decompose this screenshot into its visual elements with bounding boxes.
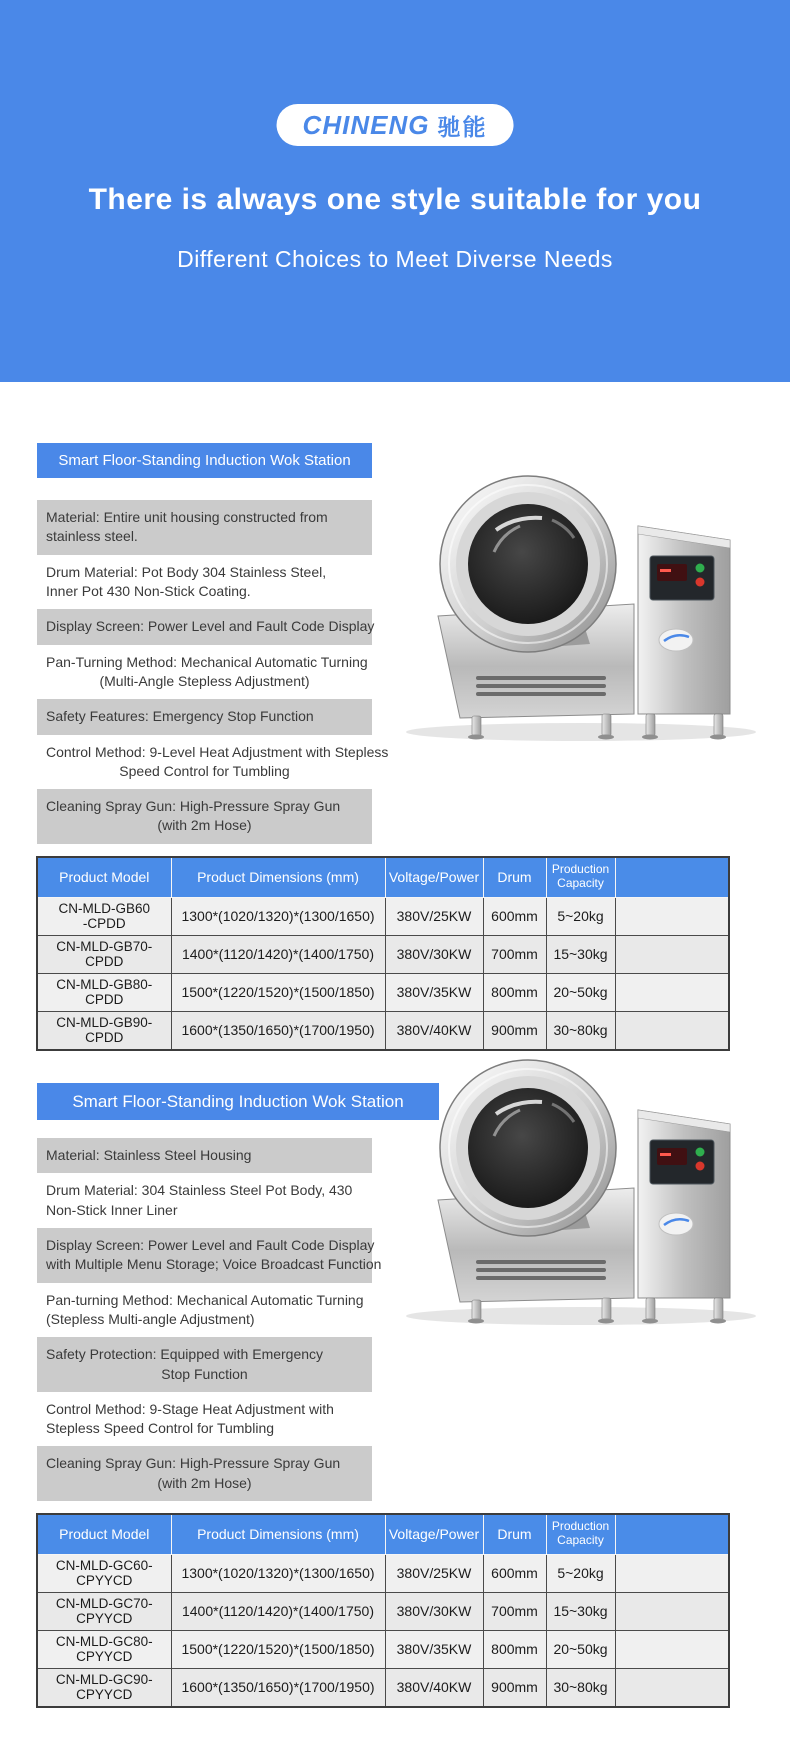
cell-empty <box>615 1630 729 1668</box>
col-product-model: Product Model <box>37 1514 171 1554</box>
feature-pan-turning <box>37 645 372 700</box>
cell-model: CN-MLD-GB60 -CPDD <box>37 897 171 935</box>
col-voltage-power: Voltage/Power <box>385 857 483 897</box>
cell-model: CN-MLD-GC60- CPYYCD <box>37 1554 171 1592</box>
cell-capacity: 5~20kg <box>546 897 615 935</box>
cell-drum: 900mm <box>483 1668 546 1707</box>
cell-power: 380V/40KW <box>385 1011 483 1050</box>
cell-drum: 700mm <box>483 1592 546 1630</box>
table-row <box>37 1592 729 1630</box>
cell-dimensions: 1600*(1350/1650)*(1700/1950) <box>171 1011 385 1050</box>
feature-line: Control Method: 9-Level Heat Adjustment with Stepless <box>46 743 389 760</box>
table-header-row <box>37 1514 729 1554</box>
table-row <box>37 1554 729 1592</box>
feature-line: Safety Features: Emergency Stop Function <box>46 708 314 725</box>
feature-line: stainless steel. <box>46 528 138 545</box>
cell-empty <box>615 935 729 973</box>
feature-line: Display Screen: Power Level and Fault Code Display <box>46 618 375 635</box>
brand-logo-chinese: 驰能 <box>437 113 488 140</box>
feature-line: Stop Function <box>161 1365 248 1382</box>
feature-line: Pan-turning Method: Mechanical Automatic Turning <box>46 1291 364 1308</box>
col-production-capacity: Production Capacity <box>546 857 615 897</box>
cell-dimensions: 1500*(1220/1520)*(1500/1850) <box>171 1630 385 1668</box>
cell-capacity: 30~80kg <box>546 1668 615 1707</box>
feature-line: (with 2m Hose) <box>157 817 252 834</box>
feature-line: Cleaning Spray Gun: High-Pressure Spray Gun <box>46 798 341 815</box>
cell-model: CN-MLD-GC70- CPYYCD <box>37 1592 171 1630</box>
cell-power: 380V/40KW <box>385 1668 483 1707</box>
feature-safety <box>37 699 372 734</box>
cell-power: 380V/35KW <box>385 1630 483 1668</box>
feature-display-screen <box>37 1228 382 1283</box>
feature-line: Cleaning Spray Gun: High-Pressure Spray Gun <box>46 1455 341 1472</box>
feature-line: Drum Material: Pot Body 304 Stainless Steel, <box>46 563 327 580</box>
cell-model: CN-MLD-GC80- CPYYCD <box>37 1630 171 1668</box>
feature-material <box>37 500 372 555</box>
cell-capacity: 30~80kg <box>546 1011 615 1050</box>
cell-empty <box>615 1011 729 1050</box>
cell-capacity: 15~30kg <box>546 935 615 973</box>
product-image-wok-station-2 <box>376 1052 776 1327</box>
table-row <box>37 1011 729 1050</box>
section-title-2: Smart Floor-Standing Induction Wok Station <box>37 1083 439 1120</box>
feature-control-method <box>37 1392 372 1447</box>
cell-drum: 700mm <box>483 935 546 973</box>
feature-drum-material <box>37 1173 372 1228</box>
cell-capacity: 5~20kg <box>546 1554 615 1592</box>
cell-power: 380V/30KW <box>385 935 483 973</box>
feature-list-1 <box>37 500 389 844</box>
hero-title: There is always one style suitable for you <box>88 183 702 216</box>
col-voltage-power: Voltage/Power <box>385 1514 483 1554</box>
cell-dimensions: 1500*(1220/1520)*(1500/1850) <box>171 973 385 1011</box>
cell-dimensions: 1600*(1350/1650)*(1700/1950) <box>171 1668 385 1707</box>
feature-line: Speed Control for Tumbling <box>119 762 290 779</box>
feature-drum-material <box>37 555 372 610</box>
cell-model: CN-MLD-GB80- CPDD <box>37 973 171 1011</box>
col-dimensions: Product Dimensions (mm) <box>171 857 385 897</box>
brand-logo <box>277 104 514 146</box>
cell-drum: 800mm <box>483 1630 546 1668</box>
cell-power: 380V/30KW <box>385 1592 483 1630</box>
cell-model: CN-MLD-GB70- CPDD <box>37 935 171 973</box>
table-row <box>37 973 729 1011</box>
table-header-row <box>37 857 729 897</box>
feature-line: Drum Material: 304 Stainless Steel Pot Body, 430 <box>46 1182 353 1199</box>
feature-line: Stepless Speed Control for Tumbling <box>46 1420 275 1437</box>
spec-table-1 <box>36 856 730 1051</box>
cell-drum: 900mm <box>483 1011 546 1050</box>
feature-line: (with 2m Hose) <box>157 1474 252 1491</box>
cell-empty <box>615 973 729 1011</box>
feature-line: Pan-Turning Method: Mechanical Automatic Turning <box>46 653 368 670</box>
cell-dimensions: 1400*(1120/1420)*(1400/1750) <box>171 1592 385 1630</box>
col-empty <box>615 857 729 897</box>
cell-dimensions: 1300*(1020/1320)*(1300/1650) <box>171 1554 385 1592</box>
col-dimensions: Product Dimensions (mm) <box>171 1514 385 1554</box>
table-row <box>37 1630 729 1668</box>
feature-line: Display Screen: Power Level and Fault Code Display <box>46 1236 375 1253</box>
table-row <box>37 1668 729 1707</box>
cell-capacity: 15~30kg <box>546 1592 615 1630</box>
cell-empty <box>615 1592 729 1630</box>
cell-power: 380V/25KW <box>385 897 483 935</box>
table-row <box>37 897 729 935</box>
hero-banner <box>0 0 790 382</box>
feature-list-2 <box>37 1138 382 1501</box>
col-drum: Drum <box>483 1514 546 1554</box>
cell-dimensions: 1300*(1020/1320)*(1300/1650) <box>171 897 385 935</box>
feature-display-screen <box>37 609 375 644</box>
cell-power: 380V/25KW <box>385 1554 483 1592</box>
feature-line: Control Method: 9-Stage Heat Adjustment with <box>46 1400 334 1417</box>
cell-power: 380V/35KW <box>385 973 483 1011</box>
cell-empty <box>615 897 729 935</box>
cell-empty <box>615 1668 729 1707</box>
feature-spray-gun <box>37 789 372 844</box>
feature-line: (Multi-Angle Stepless Adjustment) <box>99 672 310 689</box>
feature-control-method <box>37 735 389 790</box>
cell-model: CN-MLD-GB90- CPDD <box>37 1011 171 1050</box>
feature-material <box>37 1138 372 1173</box>
col-drum: Drum <box>483 857 546 897</box>
feature-line: Safety Protection: Equipped with Emergency <box>46 1346 324 1363</box>
feature-spray-gun <box>37 1446 372 1501</box>
table-row <box>37 935 729 973</box>
feature-line: Material: Entire unit housing constructed from <box>46 509 328 525</box>
cell-capacity: 20~50kg <box>546 1630 615 1668</box>
cell-empty <box>615 1554 729 1592</box>
cell-drum: 600mm <box>483 897 546 935</box>
col-product-model: Product Model <box>37 857 171 897</box>
cell-capacity: 20~50kg <box>546 973 615 1011</box>
cell-dimensions: 1400*(1120/1420)*(1400/1750) <box>171 935 385 973</box>
feature-safety <box>37 1337 372 1392</box>
feature-line: Material: Stainless Steel Housing <box>46 1147 252 1163</box>
col-empty <box>615 1514 729 1554</box>
cell-model: CN-MLD-GC90- CPYYCD <box>37 1668 171 1707</box>
feature-line: Inner Pot 430 Non-Stick Coating. <box>46 582 251 599</box>
feature-line: Non-Stick Inner Liner <box>46 1201 178 1218</box>
product-image-wok-station-1 <box>376 468 776 743</box>
feature-line: with Multiple Menu Storage; Voice Broadcast Function <box>46 1256 382 1273</box>
col-production-capacity: Production Capacity <box>546 1514 615 1554</box>
hero-subtitle: Different Choices to Meet Diverse Needs <box>177 246 613 272</box>
cell-drum: 800mm <box>483 973 546 1011</box>
feature-pan-turning <box>37 1283 372 1338</box>
brand-logo-text: CHINENG <box>302 109 430 140</box>
feature-line: (Stepless Multi-angle Adjustment) <box>46 1310 255 1327</box>
cell-drum: 600mm <box>483 1554 546 1592</box>
section-title-1: Smart Floor-Standing Induction Wok Station <box>37 443 372 478</box>
spec-table-2 <box>36 1513 730 1708</box>
